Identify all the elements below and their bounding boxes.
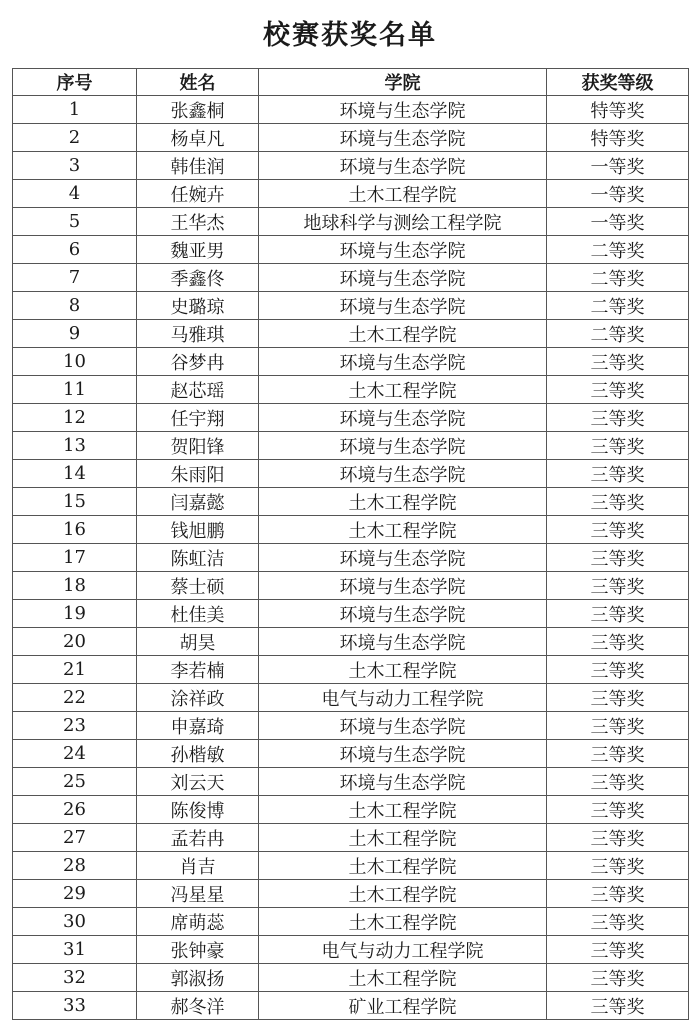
cell-college: 地球科学与测绘工程学院 bbox=[259, 208, 547, 236]
table-row bbox=[13, 320, 689, 348]
cell-name: 涂祥政 bbox=[137, 684, 259, 712]
cell-college: 环境与生态学院 bbox=[259, 628, 547, 656]
cell-name: 蔡士硕 bbox=[137, 572, 259, 600]
table-row bbox=[13, 992, 689, 1020]
cell-name: 谷梦冉 bbox=[137, 348, 259, 376]
table-row bbox=[13, 852, 689, 880]
cell-index: 32 bbox=[13, 964, 137, 992]
cell-college: 土木工程学院 bbox=[259, 656, 547, 684]
header-name: 姓名 bbox=[137, 69, 259, 96]
table-body bbox=[13, 96, 689, 1020]
cell-index: 31 bbox=[13, 936, 137, 964]
cell-award-level: 三等奖 bbox=[547, 740, 689, 768]
table-row bbox=[13, 208, 689, 236]
cell-college: 环境与生态学院 bbox=[259, 292, 547, 320]
cell-index: 1 bbox=[13, 96, 137, 124]
cell-index: 7 bbox=[13, 264, 137, 292]
cell-college: 土木工程学院 bbox=[259, 320, 547, 348]
table-header-row bbox=[13, 69, 689, 96]
cell-name: 韩佳润 bbox=[137, 152, 259, 180]
cell-index: 14 bbox=[13, 460, 137, 488]
cell-name: 郭淑扬 bbox=[137, 964, 259, 992]
cell-award-level: 一等奖 bbox=[547, 180, 689, 208]
cell-award-level: 三等奖 bbox=[547, 880, 689, 908]
cell-college: 环境与生态学院 bbox=[259, 600, 547, 628]
table-row bbox=[13, 516, 689, 544]
cell-name: 任宇翔 bbox=[137, 404, 259, 432]
table-row bbox=[13, 460, 689, 488]
cell-college: 土木工程学院 bbox=[259, 376, 547, 404]
cell-index: 28 bbox=[13, 852, 137, 880]
cell-college: 土木工程学院 bbox=[259, 180, 547, 208]
table-row bbox=[13, 264, 689, 292]
cell-name: 张钟豪 bbox=[137, 936, 259, 964]
table-row bbox=[13, 796, 689, 824]
cell-name: 任婉卉 bbox=[137, 180, 259, 208]
cell-award-level: 三等奖 bbox=[547, 824, 689, 852]
cell-name: 季鑫佟 bbox=[137, 264, 259, 292]
cell-award-level: 三等奖 bbox=[547, 628, 689, 656]
cell-index: 20 bbox=[13, 628, 137, 656]
cell-college: 电气与动力工程学院 bbox=[259, 684, 547, 712]
table-row bbox=[13, 880, 689, 908]
cell-index: 13 bbox=[13, 432, 137, 460]
cell-index: 16 bbox=[13, 516, 137, 544]
cell-award-level: 三等奖 bbox=[547, 796, 689, 824]
cell-name: 杜佳美 bbox=[137, 600, 259, 628]
table-row bbox=[13, 348, 689, 376]
cell-name: 钱旭鹏 bbox=[137, 516, 259, 544]
cell-name: 申嘉琦 bbox=[137, 712, 259, 740]
cell-name: 贺阳锋 bbox=[137, 432, 259, 460]
table-row bbox=[13, 628, 689, 656]
header-college: 学院 bbox=[259, 69, 547, 96]
cell-index: 3 bbox=[13, 152, 137, 180]
cell-name: 胡昊 bbox=[137, 628, 259, 656]
table-row bbox=[13, 152, 689, 180]
table-row bbox=[13, 488, 689, 516]
cell-award-level: 一等奖 bbox=[547, 152, 689, 180]
cell-name: 王华杰 bbox=[137, 208, 259, 236]
cell-name: 赵芯瑶 bbox=[137, 376, 259, 404]
cell-award-level: 三等奖 bbox=[547, 936, 689, 964]
cell-college: 环境与生态学院 bbox=[259, 712, 547, 740]
cell-college: 土木工程学院 bbox=[259, 516, 547, 544]
table-row bbox=[13, 936, 689, 964]
cell-college: 环境与生态学院 bbox=[259, 740, 547, 768]
cell-award-level: 三等奖 bbox=[547, 460, 689, 488]
cell-award-level: 三等奖 bbox=[547, 348, 689, 376]
cell-award-level: 特等奖 bbox=[547, 96, 689, 124]
cell-name: 李若楠 bbox=[137, 656, 259, 684]
cell-index: 17 bbox=[13, 544, 137, 572]
cell-index: 10 bbox=[13, 348, 137, 376]
table-row bbox=[13, 236, 689, 264]
cell-index: 4 bbox=[13, 180, 137, 208]
cell-index: 6 bbox=[13, 236, 137, 264]
cell-award-level: 三等奖 bbox=[547, 544, 689, 572]
cell-award-level: 三等奖 bbox=[547, 992, 689, 1020]
table-row bbox=[13, 292, 689, 320]
cell-index: 8 bbox=[13, 292, 137, 320]
table-row bbox=[13, 544, 689, 572]
cell-award-level: 三等奖 bbox=[547, 684, 689, 712]
cell-name: 闫嘉懿 bbox=[137, 488, 259, 516]
cell-index: 25 bbox=[13, 768, 137, 796]
cell-college: 环境与生态学院 bbox=[259, 152, 547, 180]
table-row bbox=[13, 740, 689, 768]
cell-index: 33 bbox=[13, 992, 137, 1020]
cell-name: 马雅琪 bbox=[137, 320, 259, 348]
cell-college: 环境与生态学院 bbox=[259, 264, 547, 292]
cell-college: 土木工程学院 bbox=[259, 796, 547, 824]
cell-college: 环境与生态学院 bbox=[259, 432, 547, 460]
table-row bbox=[13, 432, 689, 460]
cell-award-level: 三等奖 bbox=[547, 964, 689, 992]
page-title: 校赛获奖名单 bbox=[263, 20, 437, 51]
cell-college: 土木工程学院 bbox=[259, 964, 547, 992]
cell-name: 魏亚男 bbox=[137, 236, 259, 264]
table-row bbox=[13, 572, 689, 600]
cell-award-level: 特等奖 bbox=[547, 124, 689, 152]
table-row bbox=[13, 908, 689, 936]
cell-index: 12 bbox=[13, 404, 137, 432]
cell-name: 肖吉 bbox=[137, 852, 259, 880]
cell-index: 19 bbox=[13, 600, 137, 628]
cell-index: 2 bbox=[13, 124, 137, 152]
cell-college: 环境与生态学院 bbox=[259, 572, 547, 600]
cell-award-level: 三等奖 bbox=[547, 600, 689, 628]
cell-name: 朱雨阳 bbox=[137, 460, 259, 488]
cell-college: 环境与生态学院 bbox=[259, 768, 547, 796]
cell-award-level: 三等奖 bbox=[547, 656, 689, 684]
cell-award-level: 三等奖 bbox=[547, 908, 689, 936]
cell-college: 土木工程学院 bbox=[259, 852, 547, 880]
cell-index: 15 bbox=[13, 488, 137, 516]
cell-award-level: 三等奖 bbox=[547, 404, 689, 432]
table-row bbox=[13, 712, 689, 740]
cell-index: 18 bbox=[13, 572, 137, 600]
cell-index: 5 bbox=[13, 208, 137, 236]
cell-college: 环境与生态学院 bbox=[259, 96, 547, 124]
cell-college: 环境与生态学院 bbox=[259, 348, 547, 376]
table-row bbox=[13, 600, 689, 628]
cell-award-level: 三等奖 bbox=[547, 768, 689, 796]
cell-award-level: 三等奖 bbox=[547, 488, 689, 516]
cell-award-level: 二等奖 bbox=[547, 320, 689, 348]
cell-index: 21 bbox=[13, 656, 137, 684]
header-index: 序号 bbox=[13, 69, 137, 96]
table-row bbox=[13, 180, 689, 208]
cell-award-level: 三等奖 bbox=[547, 376, 689, 404]
cell-award-level: 三等奖 bbox=[547, 712, 689, 740]
cell-college: 土木工程学院 bbox=[259, 488, 547, 516]
table-row bbox=[13, 124, 689, 152]
table-row bbox=[13, 96, 689, 124]
award-table bbox=[12, 68, 689, 1020]
cell-index: 26 bbox=[13, 796, 137, 824]
cell-name: 席萌蕊 bbox=[137, 908, 259, 936]
cell-index: 9 bbox=[13, 320, 137, 348]
cell-index: 29 bbox=[13, 880, 137, 908]
cell-college: 土木工程学院 bbox=[259, 908, 547, 936]
table-row bbox=[13, 768, 689, 796]
cell-college: 矿业工程学院 bbox=[259, 992, 547, 1020]
cell-index: 11 bbox=[13, 376, 137, 404]
table-row bbox=[13, 376, 689, 404]
cell-college: 土木工程学院 bbox=[259, 824, 547, 852]
table-row bbox=[13, 404, 689, 432]
cell-award-level: 三等奖 bbox=[547, 572, 689, 600]
cell-award-level: 二等奖 bbox=[547, 236, 689, 264]
cell-index: 24 bbox=[13, 740, 137, 768]
cell-name: 郝冬洋 bbox=[137, 992, 259, 1020]
cell-name: 冯星星 bbox=[137, 880, 259, 908]
cell-college: 环境与生态学院 bbox=[259, 404, 547, 432]
cell-award-level: 三等奖 bbox=[547, 852, 689, 880]
cell-name: 杨卓凡 bbox=[137, 124, 259, 152]
cell-college: 环境与生态学院 bbox=[259, 124, 547, 152]
cell-index: 22 bbox=[13, 684, 137, 712]
cell-award-level: 三等奖 bbox=[547, 432, 689, 460]
cell-college: 土木工程学院 bbox=[259, 880, 547, 908]
cell-name: 刘云天 bbox=[137, 768, 259, 796]
cell-college: 环境与生态学院 bbox=[259, 544, 547, 572]
cell-award-level: 三等奖 bbox=[547, 516, 689, 544]
cell-name: 张鑫桐 bbox=[137, 96, 259, 124]
cell-award-level: 二等奖 bbox=[547, 264, 689, 292]
table-row bbox=[13, 824, 689, 852]
cell-name: 孙楷敏 bbox=[137, 740, 259, 768]
cell-award-level: 一等奖 bbox=[547, 208, 689, 236]
cell-college: 环境与生态学院 bbox=[259, 236, 547, 264]
cell-college: 环境与生态学院 bbox=[259, 460, 547, 488]
cell-college: 电气与动力工程学院 bbox=[259, 936, 547, 964]
cell-name: 陈俊博 bbox=[137, 796, 259, 824]
cell-name: 陈虹洁 bbox=[137, 544, 259, 572]
table-row bbox=[13, 964, 689, 992]
cell-index: 23 bbox=[13, 712, 137, 740]
cell-index: 27 bbox=[13, 824, 137, 852]
table-row bbox=[13, 656, 689, 684]
header-award-level: 获奖等级 bbox=[547, 69, 689, 96]
cell-award-level: 二等奖 bbox=[547, 292, 689, 320]
table-row bbox=[13, 684, 689, 712]
cell-index: 30 bbox=[13, 908, 137, 936]
cell-name: 史璐琼 bbox=[137, 292, 259, 320]
cell-name: 孟若冉 bbox=[137, 824, 259, 852]
